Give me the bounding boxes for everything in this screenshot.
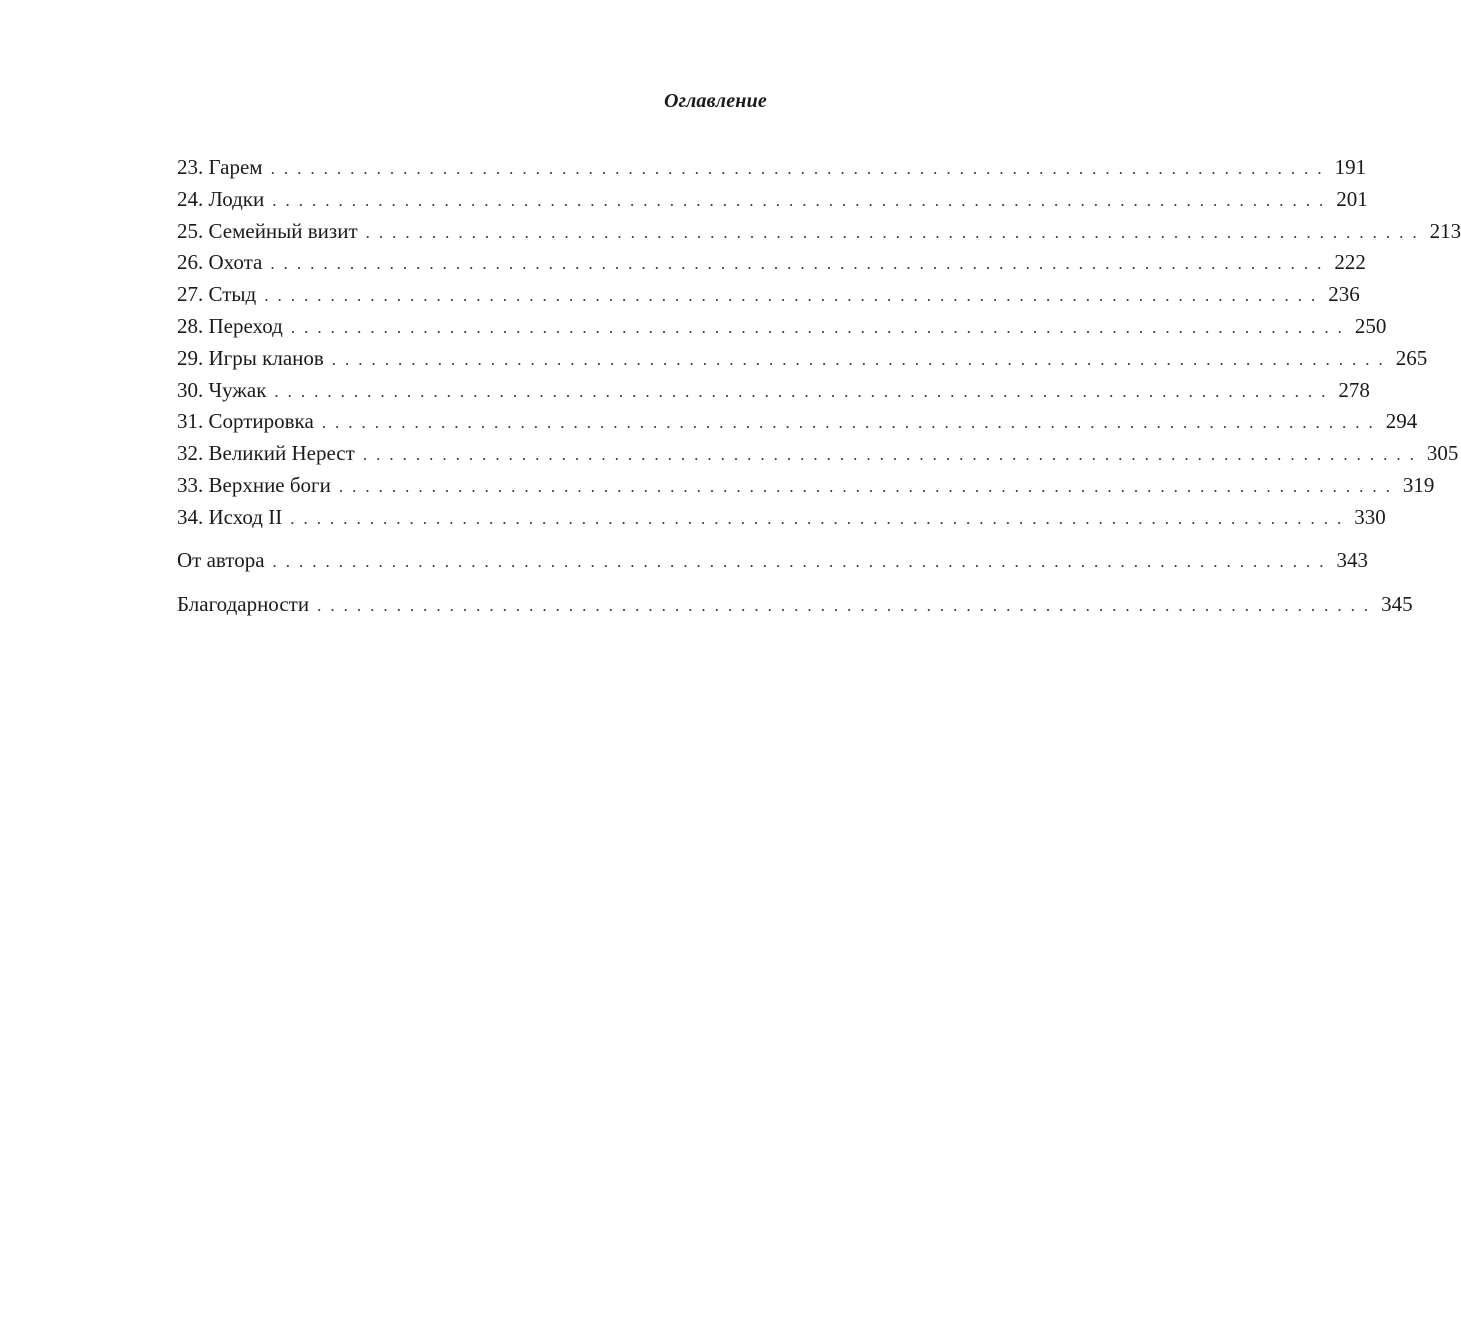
toc-entry-page: 236 xyxy=(1328,282,1360,307)
dot-leader: ................................................................................ xyxy=(321,413,1382,433)
toc-entry xyxy=(177,247,1366,279)
toc-entry xyxy=(177,438,1459,470)
toc-entry xyxy=(177,343,1428,375)
toc-entry-title: 32. Великий Нерест xyxy=(177,441,355,466)
dot-leader: ................................................................................ xyxy=(317,596,1378,616)
dot-leader: ................................................................................ xyxy=(338,476,1399,496)
toc-entry xyxy=(177,470,1435,502)
toc-entry-title: 28. Переход xyxy=(177,313,283,338)
toc-entry-page: 278 xyxy=(1338,377,1370,402)
toc-entry-page: 343 xyxy=(1336,547,1369,572)
toc-entry xyxy=(177,279,1360,311)
toc-entry-page: 345 xyxy=(1381,592,1413,617)
toc-entry-page: 250 xyxy=(1354,313,1387,338)
toc-entry-title: 27. Стыд xyxy=(177,282,257,307)
toc-entry-page: 265 xyxy=(1395,345,1428,370)
table-of-contents xyxy=(177,152,1461,621)
dot-leader: ................................................................................ xyxy=(362,445,1423,465)
toc-entry-page: 201 xyxy=(1336,186,1368,211)
toc-entry-title: 24. Лодки xyxy=(177,186,265,211)
dot-leader: ................................................................................ xyxy=(270,254,1331,274)
dot-leader: ................................................................................ xyxy=(365,222,1426,242)
dot-leader: ................................................................................ xyxy=(272,190,1333,210)
toc-entry xyxy=(177,589,1413,621)
toc-entry-title: 30. Чужак xyxy=(177,377,267,402)
dot-leader: ................................................................................ xyxy=(274,381,1335,401)
toc-entry-page: 330 xyxy=(1354,504,1386,529)
toc-entry xyxy=(177,184,1368,216)
toc-entry-page: 305 xyxy=(1426,441,1459,466)
toc-entry xyxy=(177,375,1370,407)
toc-entry-title: 29. Игры кланов xyxy=(177,345,324,370)
toc-entry-title: 31. Сортировка xyxy=(177,409,314,434)
toc-entry-page: 319 xyxy=(1402,472,1435,497)
toc-entry xyxy=(177,152,1367,184)
dot-leader: ................................................................................ xyxy=(331,349,1392,369)
dot-leader: ................................................................................ xyxy=(290,508,1351,528)
dot-leader: ................................................................................ xyxy=(270,159,1331,178)
toc-entry-title: 25. Семейный визит xyxy=(177,218,358,243)
toc-entry-title: 34. Исход II xyxy=(177,504,283,529)
toc-entry xyxy=(177,311,1387,343)
toc-entry-title: От автора xyxy=(177,547,265,572)
dot-leader: ................................................................................ xyxy=(290,317,1351,337)
running-head: Оглавление xyxy=(663,90,767,112)
toc-entry xyxy=(177,502,1386,534)
dot-leader: ................................................................................ xyxy=(272,551,1333,571)
toc-entry-title: Благодарности xyxy=(177,592,310,617)
toc-entry-title: 23. Гарем xyxy=(177,155,263,179)
toc-entry-title: 26. Охота xyxy=(177,250,263,275)
toc-entry xyxy=(177,216,1461,248)
toc-entry-page: 294 xyxy=(1385,409,1418,434)
dot-leader: ................................................................................ xyxy=(264,286,1325,306)
toc-entry-page: 222 xyxy=(1334,250,1366,275)
toc-entry xyxy=(177,406,1418,438)
toc-entry-page: 213 xyxy=(1429,218,1461,243)
toc-entry xyxy=(177,545,1369,577)
toc-entry-title: 33. Верхние боги xyxy=(177,472,331,497)
toc-entry-page: 191 xyxy=(1334,155,1367,179)
